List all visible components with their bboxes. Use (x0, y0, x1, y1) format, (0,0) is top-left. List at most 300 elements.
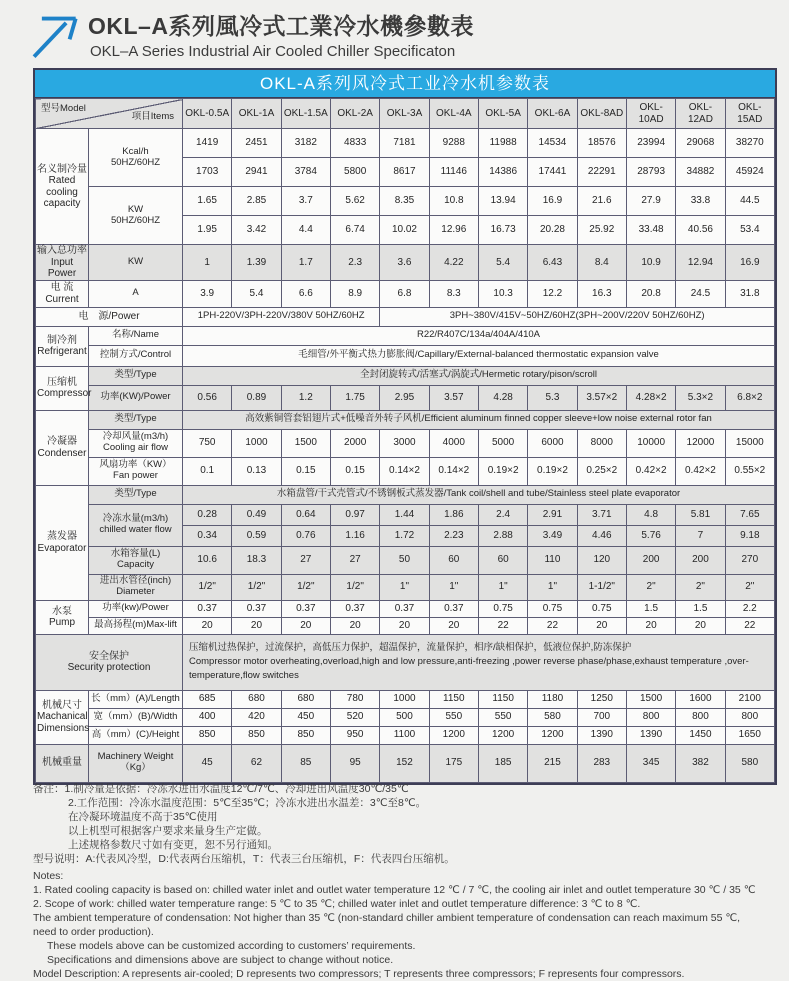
value-cell: 3.71 (577, 504, 626, 525)
cell-line: Compressor motor overheating,overload,high and low pressure,anti-freezing ,power reverse phase/phase,exhaust temperature ,over-temperature,flow switches (189, 656, 749, 681)
cell-line: Capacity (117, 559, 154, 570)
value-cell: 0.37 (183, 600, 232, 617)
value-cell: 6.74 (330, 216, 379, 245)
value-cell: 800 (725, 708, 774, 726)
note-line-zh: 在冷凝环境温度不高于35℃使用 (68, 811, 218, 823)
corner-header-cell (36, 99, 183, 129)
value-cell: 520 (330, 708, 379, 726)
value-cell: 420 (232, 708, 281, 726)
cell-line: 压缩机过热保护，过流保护，高低压力保护，超温保护，流量保护，相序/缺相保护，低液位保护,防冻保护 (189, 642, 632, 654)
value-cell: 95 (330, 744, 379, 782)
value-cell: 700 (577, 708, 626, 726)
value-cell: 6.6 (281, 280, 330, 307)
value-cell: 0.56 (183, 385, 232, 410)
value-cell: 3.9 (183, 280, 232, 307)
cell-line: 控制方式/Control (99, 349, 172, 361)
arrow-up-right-logo-icon (28, 10, 80, 60)
cell-line: Input Power (47, 256, 77, 279)
value-cell: 2.88 (478, 525, 527, 546)
cell-line: 风扇功率（KW） (99, 459, 172, 471)
item-label (89, 617, 183, 634)
value-cell: 20 (183, 617, 232, 634)
cell-line: 电 流 (50, 282, 74, 293)
value-cell: 382 (676, 744, 725, 782)
section-label (36, 690, 89, 744)
value-cell: 25.92 (577, 216, 626, 245)
value-cell: 8.9 (330, 280, 379, 307)
value-cell: 34882 (676, 158, 725, 187)
value-cell: 8.4 (577, 245, 626, 281)
value-cell: 0.19×2 (478, 457, 527, 485)
value-cell: 1" (528, 574, 577, 600)
value-cell: 13.94 (478, 187, 527, 216)
value-cell: 1600 (676, 690, 725, 708)
value-cell: 4000 (429, 429, 478, 457)
value-cell: 3.57×2 (577, 385, 626, 410)
value-cell: 9288 (429, 129, 478, 158)
item-label (89, 385, 183, 410)
value-cell: 60 (478, 546, 527, 574)
value-cell: 1200 (429, 726, 478, 744)
item-label (89, 504, 183, 546)
value-cell: 0.97 (330, 504, 379, 525)
value-cell: 800 (676, 708, 725, 726)
value-cell: 4833 (330, 129, 379, 158)
value-cell: 1200 (528, 726, 577, 744)
table-row (36, 708, 775, 726)
cell-line: A (132, 287, 139, 299)
value-cell: 6.8×2 (725, 385, 774, 410)
value-cell: 10.3 (478, 280, 527, 307)
item-label (89, 690, 183, 708)
page-subtitle: OKL–A Series Industrial Air Cooled Chiller Specificaton (90, 43, 456, 60)
value-cell: 0.75 (478, 600, 527, 617)
note-line-en: These models above can be customized according to customers’ requirements. (47, 940, 416, 952)
cell-line: chilled water flow (99, 524, 172, 535)
value-cell: 20 (577, 617, 626, 634)
value-cell: 5000 (478, 429, 527, 457)
cell-line: 电 源/Power (78, 310, 140, 322)
cell-line: 长（mm）(A)/Length (91, 692, 180, 704)
value-cell: 1000 (232, 429, 281, 457)
table-row (36, 617, 775, 634)
table-row (36, 634, 775, 690)
table-row (36, 385, 775, 410)
table-title: OKL-A系列风冷式工业冷水机参数表 (35, 70, 775, 98)
cell-line: 水箱容量(L) (110, 548, 161, 560)
cell-line: Rated (48, 175, 76, 186)
value-cell: 1150 (478, 690, 527, 708)
table-row (36, 345, 775, 366)
value-cell: 1.95 (183, 216, 232, 245)
footnotes (33, 782, 763, 981)
table-row (36, 457, 775, 485)
cell-line: 名义制冷量 (37, 163, 87, 175)
value-cell: 5.4 (478, 245, 527, 281)
value-cell: 20 (281, 617, 330, 634)
value-cell: 16.3 (577, 280, 626, 307)
merged-value-cell (183, 634, 775, 690)
value-cell: 44.5 (725, 187, 774, 216)
corner-model-label: 型号Model (41, 103, 86, 114)
value-cell: 14534 (528, 129, 577, 158)
value-cell: 62 (232, 744, 281, 782)
value-cell: 2941 (232, 158, 281, 187)
value-cell: 1" (380, 574, 429, 600)
value-cell: 10.8 (429, 187, 478, 216)
table-row (36, 245, 775, 281)
value-cell: 20 (429, 617, 478, 634)
table-row (36, 307, 775, 326)
value-cell: 1/2" (330, 574, 379, 600)
value-cell: 550 (429, 708, 478, 726)
value-cell: 2" (725, 574, 774, 600)
cell-line: 类型/Type (114, 413, 157, 425)
value-cell: 0.13 (232, 457, 281, 485)
value-cell: 5.76 (626, 525, 675, 546)
note-line-zh: 以上机型可根据客户要求来量身生产定做。 (68, 825, 268, 837)
value-cell: 8617 (380, 158, 429, 187)
spec-table-container (33, 68, 777, 785)
value-cell: 22 (528, 617, 577, 634)
value-cell: 1650 (725, 726, 774, 744)
value-cell: 0.75 (577, 600, 626, 617)
table-row (36, 280, 775, 307)
value-cell: 550 (478, 708, 527, 726)
section-label (36, 129, 89, 245)
value-cell: 0.37 (330, 600, 379, 617)
value-cell: 10.6 (183, 546, 232, 574)
value-cell: 12.94 (676, 245, 725, 281)
value-cell: 0.15 (330, 457, 379, 485)
table-header-row (36, 99, 775, 129)
value-cell: 0.42×2 (676, 457, 725, 485)
value-cell: 8.3 (429, 280, 478, 307)
value-cell: 950 (330, 726, 379, 744)
value-cell: 1" (478, 574, 527, 600)
cell-line: 功率(kw)/Power (102, 602, 169, 614)
item-label (89, 726, 183, 744)
value-cell: 20 (330, 617, 379, 634)
value-cell: 1.65 (183, 187, 232, 216)
value-cell: 1180 (528, 690, 577, 708)
table-row (36, 546, 775, 574)
value-cell: 0.28 (183, 504, 232, 525)
value-cell: 0.37 (429, 600, 478, 617)
value-cell: 0.1 (183, 457, 232, 485)
value-cell: 20 (626, 617, 675, 634)
cell-line: KW (127, 255, 144, 267)
cell-line: 冷冻水量(m3/h) (102, 513, 169, 525)
value-cell: 1390 (626, 726, 675, 744)
value-cell: 7.65 (725, 504, 774, 525)
value-cell: 2" (676, 574, 725, 600)
value-cell: 1.75 (330, 385, 379, 410)
cell-line: Refrigerant (37, 346, 87, 357)
note-line-en: Model Description: A represents air-cooled; D represents two compressors; T represents three compressors; F represents four compressors. (33, 968, 685, 980)
value-cell: 3.7 (281, 187, 330, 216)
page-header (28, 6, 474, 60)
cell-line: Current (45, 293, 79, 305)
item-label (89, 429, 183, 457)
value-cell: 175 (429, 744, 478, 782)
value-cell: 1.72 (380, 525, 429, 546)
value-cell: 185 (478, 744, 527, 782)
table-row (36, 600, 775, 617)
model-header: OKL-10AD (626, 99, 675, 129)
value-cell: 10.02 (380, 216, 429, 245)
note-line-en: Notes: (33, 870, 64, 882)
note-line-en: The ambient temperature of condensation: Not higher than 35 ℃ (non-standard chiller ambient temperature of condensation can reach maximum 55 ℃, need to order production). (33, 912, 741, 938)
value-cell: 1 (183, 245, 232, 281)
value-cell: 2.91 (528, 504, 577, 525)
value-cell: 2.3 (330, 245, 379, 281)
value-cell: 20.8 (626, 280, 675, 307)
note-line-zh: 备注：1.制冷量是依据：冷冻水进出水温度12℃/7℃、冷却进出风温度30℃/35℃ (33, 783, 409, 795)
value-cell: 4.46 (577, 525, 626, 546)
value-cell: 580 (528, 708, 577, 726)
cell-line: 安全保护 (89, 650, 129, 662)
notes-english (33, 869, 763, 981)
value-cell: 1000 (380, 690, 429, 708)
cell-line: 机械重量 (42, 757, 82, 769)
value-cell: 0.49 (232, 504, 281, 525)
value-cell: 5.62 (330, 187, 379, 216)
value-cell: 450 (281, 708, 330, 726)
item-label (89, 600, 183, 617)
value-cell: 0.37 (232, 600, 281, 617)
table-row (36, 326, 775, 345)
value-cell: 4.28×2 (626, 385, 675, 410)
cell-line: （Kg） (120, 762, 151, 773)
value-cell: 40.56 (676, 216, 725, 245)
value-cell: 7 (676, 525, 725, 546)
value-cell: 10000 (626, 429, 675, 457)
note-line-en: Specifications and dimensions above are subject to change without notice. (47, 954, 394, 966)
value-cell: 1.44 (380, 504, 429, 525)
cell-line: 蒸发器 (47, 531, 77, 542)
merged-value-cell: 1PH-220V/3PH-220V/380V 50HZ/60HZ (183, 307, 380, 326)
table-row (36, 429, 775, 457)
cell-line: 压缩机 (47, 376, 77, 388)
cell-line: 高（mm）(C)/Height (91, 728, 180, 740)
cell-line: Cooling air flow (103, 442, 168, 453)
cell-line: Condenser (37, 447, 87, 459)
section-label (36, 280, 89, 307)
value-cell: 2.95 (380, 385, 429, 410)
value-cell: 22 (725, 617, 774, 634)
cell-line: KW (127, 203, 144, 215)
item-label (89, 280, 183, 307)
cell-line: 名称/Name (112, 329, 159, 341)
value-cell: 1.7 (281, 245, 330, 281)
value-cell: 3.49 (528, 525, 577, 546)
value-cell: 0.34 (183, 525, 232, 546)
value-cell: 1/2" (232, 574, 281, 600)
merged-value-cell: 水箱盘管/干式壳管式/不锈钢板式蒸发器/Tank coil/shell and tube/Stainless steel plate evaporator (183, 485, 775, 504)
value-cell: 6.8 (380, 280, 429, 307)
cell-line: 冷凝器 (47, 436, 77, 447)
cell-line: Dimensions (37, 722, 90, 734)
model-header: OKL-0.5A (183, 99, 232, 129)
value-cell: 1/2" (281, 574, 330, 600)
value-cell: 680 (232, 690, 281, 708)
value-cell: 1500 (281, 429, 330, 457)
value-cell: 6000 (528, 429, 577, 457)
value-cell: 2.2 (725, 600, 774, 617)
value-cell: 1.16 (330, 525, 379, 546)
cell-line: 50HZ/60HZ (110, 156, 161, 168)
value-cell: 85 (281, 744, 330, 782)
value-cell: 283 (577, 744, 626, 782)
model-header: OKL-5A (478, 99, 527, 129)
value-cell: 10.9 (626, 245, 675, 281)
value-cell: 5800 (330, 158, 379, 187)
value-cell: 33.8 (676, 187, 725, 216)
value-cell: 1.86 (429, 504, 478, 525)
value-cell: 8000 (577, 429, 626, 457)
value-cell: 110 (528, 546, 577, 574)
value-cell: 1.39 (232, 245, 281, 281)
cell-line: 冷却风量(m3/h) (102, 431, 169, 443)
value-cell: 45 (183, 744, 232, 782)
merged-value-cell: 3PH~380V/415V~50HZ/60HZ(3PH~200V/220V 50HZ/60HZ) (380, 307, 775, 326)
value-cell: 28793 (626, 158, 675, 187)
value-cell: 5.4 (232, 280, 281, 307)
value-cell: 16.73 (478, 216, 527, 245)
cell-line: Evaporator (37, 542, 87, 554)
value-cell: 780 (330, 690, 379, 708)
section-label (36, 600, 89, 634)
value-cell: 1703 (183, 158, 232, 187)
cell-line: 宽（mm）(B)/Width (93, 710, 178, 722)
table-row (36, 744, 775, 782)
value-cell: 20 (676, 617, 725, 634)
section-label (36, 744, 89, 782)
value-cell: 3182 (281, 129, 330, 158)
merged-value-cell: 高效紫铜管套铝翅片式+低噪音外转子风机/Efficient aluminum finned copper sleeve+low noise external rotor fan (183, 410, 775, 429)
value-cell: 3.6 (380, 245, 429, 281)
value-cell: 16.9 (725, 245, 774, 281)
header-titles (88, 6, 474, 60)
model-header: OKL-1A (232, 99, 281, 129)
cell-line: 类型/Type (114, 488, 157, 500)
value-cell: 27.9 (626, 187, 675, 216)
value-cell: 27 (281, 546, 330, 574)
value-cell: 22291 (577, 158, 626, 187)
corner-items-label: 项目Items (131, 111, 174, 123)
section-label (36, 485, 89, 600)
value-cell: 1419 (183, 129, 232, 158)
value-cell: 0.15 (281, 457, 330, 485)
cell-line: 进出水管径(inch) (99, 575, 172, 587)
cell-line: 50HZ/60HZ (110, 214, 161, 226)
value-cell: 0.59 (232, 525, 281, 546)
cell-line: Compressor (37, 388, 92, 399)
value-cell: 38270 (725, 129, 774, 158)
note-line-en: 2. Scope of work: chilled water temperature range: 5 ℃ to 35 ℃; chilled water inlet and outlet temperature difference: 3 ℃ to 8 ℃. (33, 898, 641, 910)
model-header: OKL-4A (429, 99, 478, 129)
value-cell: 1/2" (183, 574, 232, 600)
note-line-zh: 2.工作范围：冷冻水温度范围：5℃至35℃；冷冻水进出水温差：3℃至8℃。 (68, 797, 427, 809)
value-cell: 580 (725, 744, 774, 782)
cell-line: 输入总功率 (37, 245, 87, 256)
value-cell: 120 (577, 546, 626, 574)
item-label (89, 410, 183, 429)
value-cell: 2100 (725, 690, 774, 708)
section-label (36, 307, 183, 326)
value-cell: 0.37 (281, 600, 330, 617)
value-cell: 152 (380, 744, 429, 782)
value-cell: 6.43 (528, 245, 577, 281)
value-cell: 18576 (577, 129, 626, 158)
model-header: OKL-8AD (577, 99, 626, 129)
value-cell: 0.19×2 (528, 457, 577, 485)
value-cell: 270 (725, 546, 774, 574)
value-cell: 12.96 (429, 216, 478, 245)
value-cell: 1390 (577, 726, 626, 744)
table-row (36, 574, 775, 600)
value-cell: 12.2 (528, 280, 577, 307)
value-cell: 7181 (380, 129, 429, 158)
value-cell: 850 (232, 726, 281, 744)
merged-value-cell: 毛细管/外平衡式热力膨胀阀/Capillary/External-balanced thermostatic expansion valve (183, 345, 775, 366)
value-cell: 20 (380, 617, 429, 634)
cell-line: Pump (48, 617, 76, 628)
value-cell: 1500 (626, 690, 675, 708)
value-cell: 0.76 (281, 525, 330, 546)
item-label (89, 574, 183, 600)
cell-line: 制冷剂 (47, 334, 77, 346)
value-cell: 15000 (725, 429, 774, 457)
value-cell: 750 (183, 429, 232, 457)
cell-line: 水泵 (52, 605, 72, 617)
value-cell: 345 (626, 744, 675, 782)
value-cell: 12000 (676, 429, 725, 457)
model-header: OKL-3A (380, 99, 429, 129)
item-label (89, 485, 183, 504)
cell-line: Machinery Weight (97, 751, 174, 763)
value-cell: 2.4 (478, 504, 527, 525)
value-cell: 215 (528, 744, 577, 782)
value-cell: 1100 (380, 726, 429, 744)
value-cell: 1.5 (676, 600, 725, 617)
spec-table (35, 98, 775, 783)
value-cell: 4.8 (626, 504, 675, 525)
table-row (36, 410, 775, 429)
model-header: OKL-1.5A (281, 99, 330, 129)
section-label (36, 366, 92, 410)
section-label (36, 634, 183, 690)
cell-line: Fan power (113, 470, 158, 481)
value-cell: 3.57 (429, 385, 478, 410)
table-row (36, 726, 775, 744)
section-label (36, 326, 89, 366)
value-cell: 2451 (232, 129, 281, 158)
item-label (89, 326, 183, 345)
note-line-zh: 上述规格参数尺寸如有变更，恕不另行通知。 (68, 839, 278, 851)
value-cell: 23994 (626, 129, 675, 158)
item-label (89, 546, 183, 574)
model-header: OKL-2A (330, 99, 379, 129)
cell-line: Kcal/h (122, 145, 149, 157)
cell-line: Machanical (37, 711, 88, 723)
table-row (36, 690, 775, 708)
value-cell: 0.37 (380, 600, 429, 617)
value-cell: 850 (281, 726, 330, 744)
notes-chinese (33, 782, 763, 866)
value-cell: 2" (626, 574, 675, 600)
